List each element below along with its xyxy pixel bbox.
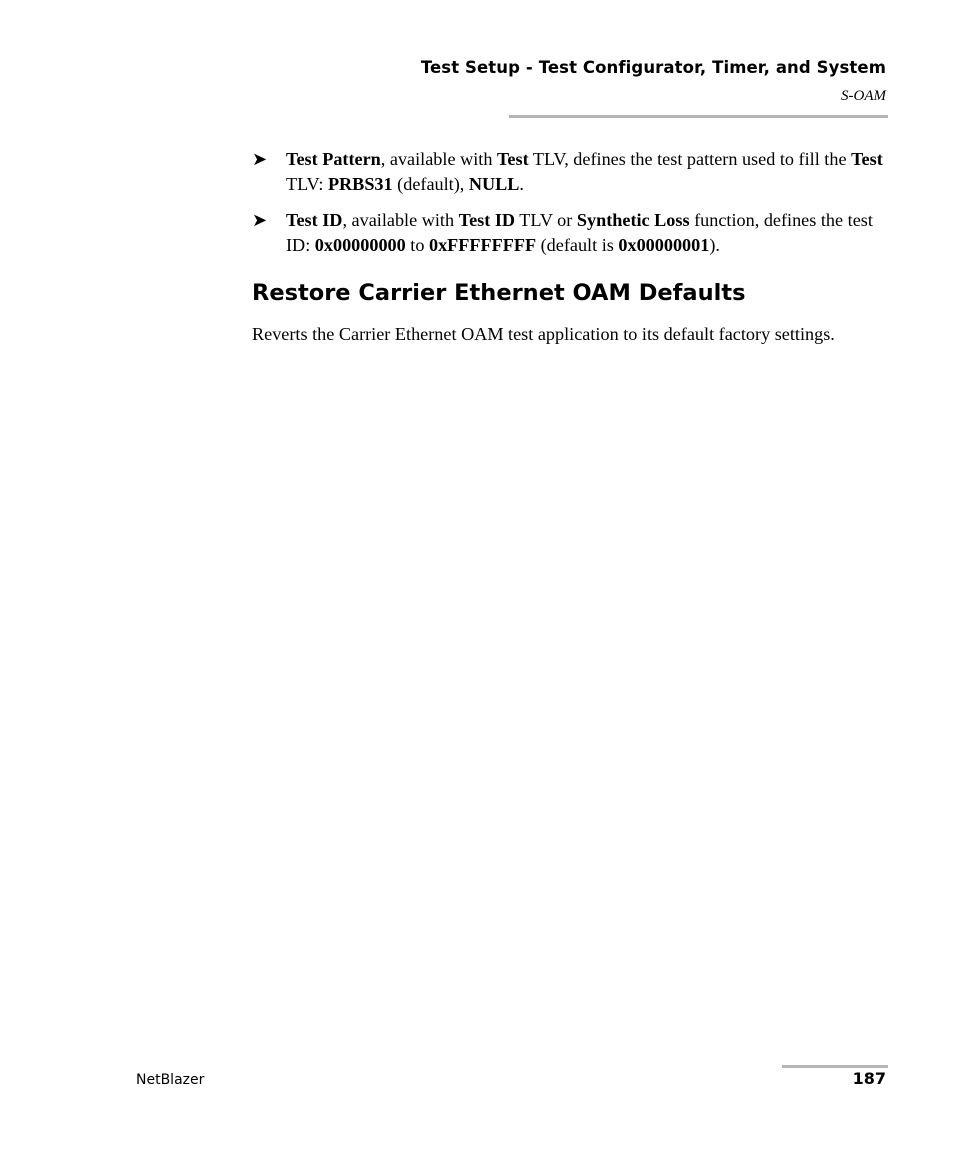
text-run: TLV:	[286, 174, 328, 194]
text-run: TLV or	[515, 210, 577, 230]
bold-run: PRBS31	[327, 174, 393, 194]
header-divider	[509, 115, 888, 118]
arrow-bullet-icon: ➤	[252, 210, 268, 231]
bullet-text	[286, 208, 886, 258]
text-run: function, defines the test ID:	[286, 210, 873, 255]
section-body: Reverts the Carrier Ethernet OAM test application to its default factory settings.	[252, 324, 835, 344]
section-heading: Restore Carrier Ethernet OAM Defaults	[252, 280, 746, 306]
bold-run: 0xFFFFFFFF	[428, 235, 537, 255]
bold-run: Test ID	[458, 210, 516, 230]
term-test-id: Test ID	[286, 210, 343, 230]
text-run: to	[405, 235, 429, 255]
text-run: ).	[709, 235, 720, 255]
bold-run: NULL	[468, 174, 520, 194]
bullet-test-pattern	[252, 147, 886, 197]
bold-run: 0x00000001	[618, 235, 710, 255]
term-test-pattern: Test Pattern	[286, 149, 381, 169]
arrow-bullet-icon: ➤	[252, 149, 268, 170]
text-run: TLV, defines the test pattern used to fill the	[528, 149, 852, 169]
bold-run: Test	[496, 149, 529, 169]
bold-run: Synthetic Loss	[576, 210, 690, 230]
footer-divider	[782, 1065, 888, 1068]
bullet-text	[286, 147, 886, 197]
bullet-test-id	[252, 208, 886, 258]
text-run: (default is	[536, 235, 619, 255]
bold-run: 0x00000000	[314, 235, 406, 255]
text-run: , available with	[380, 149, 497, 169]
bold-run: Test	[851, 149, 883, 169]
text-run: (default),	[392, 174, 469, 194]
running-header-title: Test Setup - Test Configurator, Timer, and System	[420, 58, 886, 77]
footer-product-name: NetBlazer	[136, 1072, 205, 1088]
text-run: .	[519, 174, 524, 194]
running-header-subtitle: S-OAM	[841, 88, 886, 104]
text-run: , available with	[342, 210, 459, 230]
page-number: 187	[852, 1069, 886, 1088]
